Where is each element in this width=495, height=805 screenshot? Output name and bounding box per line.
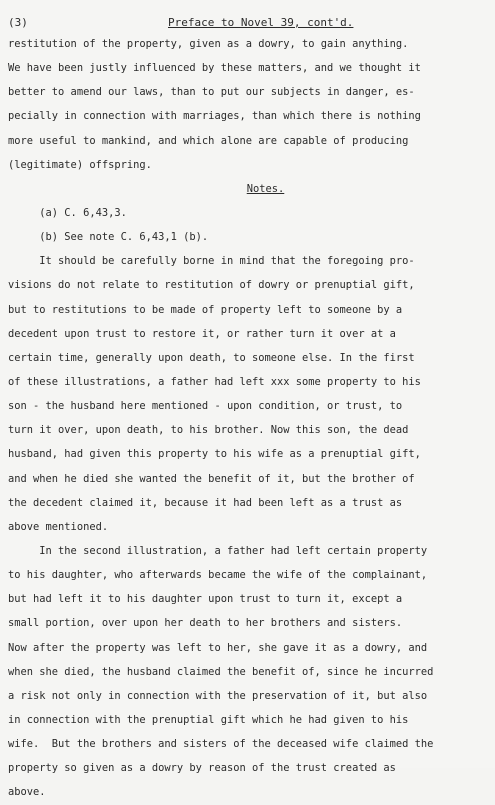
body-text	[8, 32, 483, 805]
note-line: but to restitutions to be made of property left to someone by a	[8, 303, 403, 316]
text-line: We have been justly influenced by these matters, and we thought it	[8, 62, 421, 75]
note-line: (a) C. 6,43,3.	[8, 206, 127, 219]
note-line: when she died, the husband claimed the benefit of, since he incurred	[8, 665, 434, 678]
note-line: decedent upon trust to restore it, or rather turn it over at a	[8, 327, 396, 340]
text-line: pecially in connection with marriages, than which there is nothing	[8, 110, 421, 123]
note-line: property so given as a dowry by reason of the trust created as	[8, 762, 396, 775]
note-line: Now after the property was left to her, she gave it as a dowry, and	[8, 641, 428, 654]
page-number: (3)	[8, 16, 28, 29]
note-line: In the second illustration, a father had left certain property	[8, 544, 428, 557]
note-line: a risk not only in connection with the preservation of it, but also	[8, 689, 428, 702]
text-line: (legitimate) offspring.	[8, 158, 152, 171]
text-line: more useful to mankind, and which alone are capable of producing	[8, 134, 409, 147]
note-line: certain time, generally upon death, to someone else. In the first	[8, 351, 415, 364]
page-title: Preface to Novel 39, cont'd.	[168, 16, 354, 29]
text-line: better to amend our laws, than to put our subjects in danger, es-	[8, 86, 415, 99]
note-line: small portion, over upon her death to her brothers and sisters.	[8, 617, 403, 630]
note-line: to his daughter, who afterwards became the wife of the complainant,	[8, 569, 428, 582]
note-line: wife. But the brothers and sisters of the deceased wife claimed the	[8, 738, 434, 751]
note-line: son - the husband here mentioned - upon condition, or trust, to	[8, 400, 403, 413]
text-line: restitution of the property, given as a dowry, to gain anything.	[8, 38, 409, 50]
note-line: husband, had given this property to his wife as a prenuptial gift,	[8, 448, 421, 461]
notes-heading: Notes.	[246, 182, 285, 195]
note-line: It should be carefully borne in mind that the foregoing pro-	[8, 255, 415, 268]
note-line: and when he died she wanted the benefit of it, but the brother of	[8, 472, 415, 485]
note-line: above.	[8, 786, 46, 799]
note-line: in connection with the prenuptial gift which he had given to his	[8, 713, 409, 726]
note-line: visions do not relate to restitution of dowry or prenuptial gift,	[8, 279, 415, 292]
note-line: the decedent claimed it, because it had been left as a trust as	[8, 496, 403, 509]
note-line: but had left it to his daughter upon trust to turn it, except a	[8, 593, 403, 606]
note-line: (b) See note C. 6,43,1 (b).	[8, 231, 209, 244]
note-line: above mentioned.	[8, 520, 109, 533]
note-line: turn it over, upon death, to his brother. Now this son, the dead	[8, 424, 409, 437]
page-header	[8, 10, 483, 32]
note-line: of these illustrations, a father had left xxx some property to his	[8, 375, 421, 388]
